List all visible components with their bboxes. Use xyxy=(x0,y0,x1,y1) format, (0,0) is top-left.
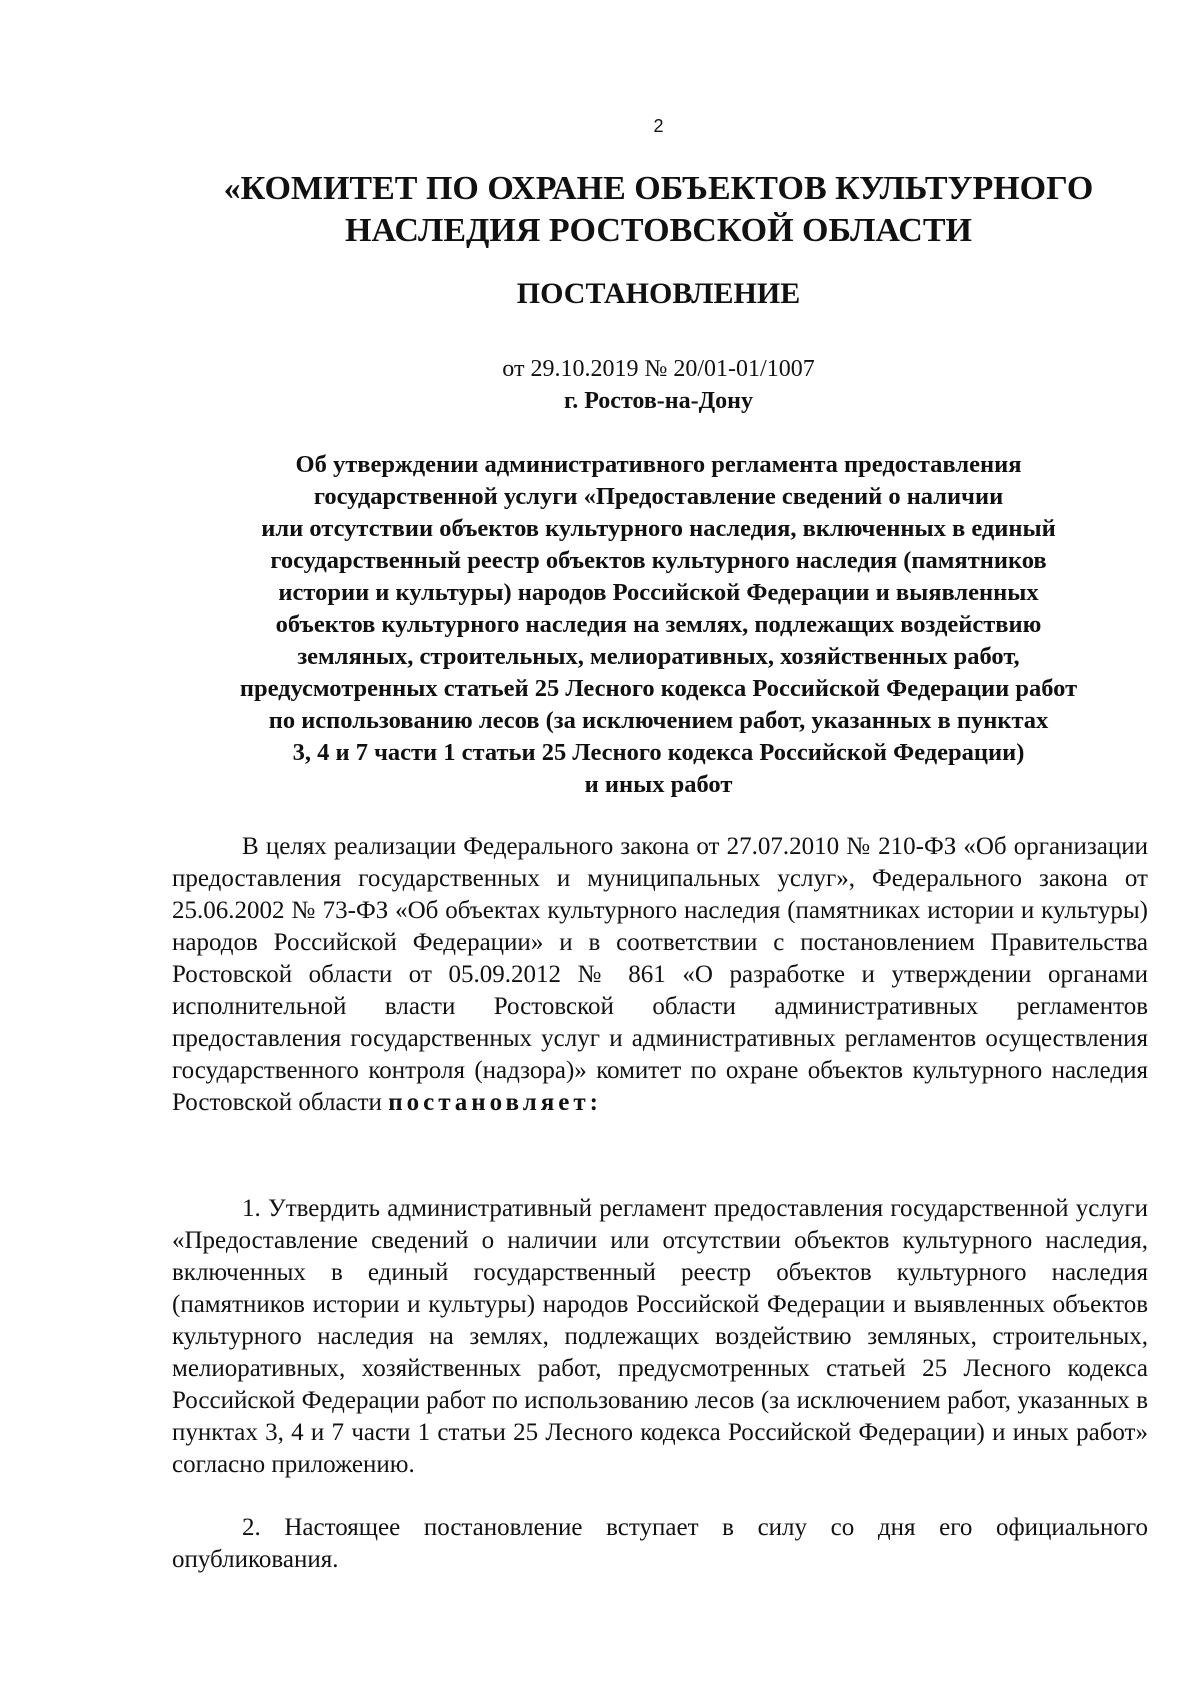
subject-line: или отсутствии объектов культурного наследия, включенных в единый xyxy=(261,515,1056,542)
subject-line: объектов культурного наследия на землях, подлежащих воздействию xyxy=(275,611,1042,638)
preamble-paragraph xyxy=(172,831,1148,1119)
decree-word: постановляет: xyxy=(388,1089,602,1116)
org-title-line-2: НАСЛЕДИЯ РОСТОВСКОЙ ОБЛАСТИ xyxy=(345,212,972,249)
subject-line: государственной услуги «Предоставление сведений о наличии xyxy=(313,483,1004,510)
document-type: ПОСТАНОВЛЕНИЕ xyxy=(516,277,801,310)
page-number: 2 xyxy=(653,116,664,136)
subject-line: предусмотренных статьей 25 Лесного кодекса Российской Федерации работ xyxy=(239,675,1078,702)
document-city: г. Ростов-на-Дону xyxy=(564,388,753,414)
org-title-line-1: «КОМИТЕТ ПО ОХРАНЕ ОБЪЕКТОВ КУЛЬТУРНОГО xyxy=(223,170,1094,207)
subject-line: государственный реестр объектов культурного наследия (памятников xyxy=(270,547,1047,574)
subject-line: Об утверждении административного регламента предоставления xyxy=(295,451,1022,478)
document-subject xyxy=(160,449,1157,801)
subject-line: по использованию лесов (за исключением работ, указанных в пунктах xyxy=(268,707,1049,734)
org-title xyxy=(160,168,1157,252)
subject-line: 3, 4 и 7 части 1 статьи 25 Лесного кодекса Российской Федерации) xyxy=(292,739,1025,766)
decree-item-2: 2. Настоящее постановление вступает в силу со дня его официального опубликования. xyxy=(172,1514,1148,1573)
subject-line: и иных работ xyxy=(584,771,733,798)
subject-line: земляных, строительных, мелиоративных, хозяйственных работ, xyxy=(297,643,1020,670)
decree-item-1: 1. Утвердить административный регламент предоставления государственной услуги «Предоставление сведений о наличии или отсутствии объектов культурного наследия, включенных в единый государственный реестр объектов культурного наследия (памятников истории и культуры) народов Российской Федерации и выявленных объектов культурного наследия на землях, подлежащих воздействию земляных, строительных, мелиоративных, хозяйственных работ, предусмотренных статьей 25 Лесного кодекса Российской Федерации работ по использованию лесов (за исключением работ, указанных в пунктах 3, 4 и 7 части 1 статьи 25 Лесного кодекса Российской Федерации) и иных работ» согласно приложению. xyxy=(172,1195,1148,1478)
document-date-number: от 29.10.2019 № 20/01-01/1007 xyxy=(502,356,815,382)
subject-line: истории и культуры) народов Российской Федерации и выявленных xyxy=(278,579,1039,606)
preamble-text: В целях реализации Федерального закона от 27.07.2010 № 210-ФЗ «Об организации предоставления государственных и муниципальных услуг», Федерального закона от 25.06.2002 № 73-ФЗ «Об объектах культурного наследия (памятниках истории и культуры) народов Российской Федерации» и в соответствии с постановлением Правительства Ростовской области от 05.09.2012 № 861 «О разработке и утверждении органами исполнительной власти Ростовской области административных регламентов предоставления государственных услуг и административных регламентов осуществления государственного контроля (надзора)» комитет по охране объектов культурного наследия Ростовской области xyxy=(172,833,1148,1116)
